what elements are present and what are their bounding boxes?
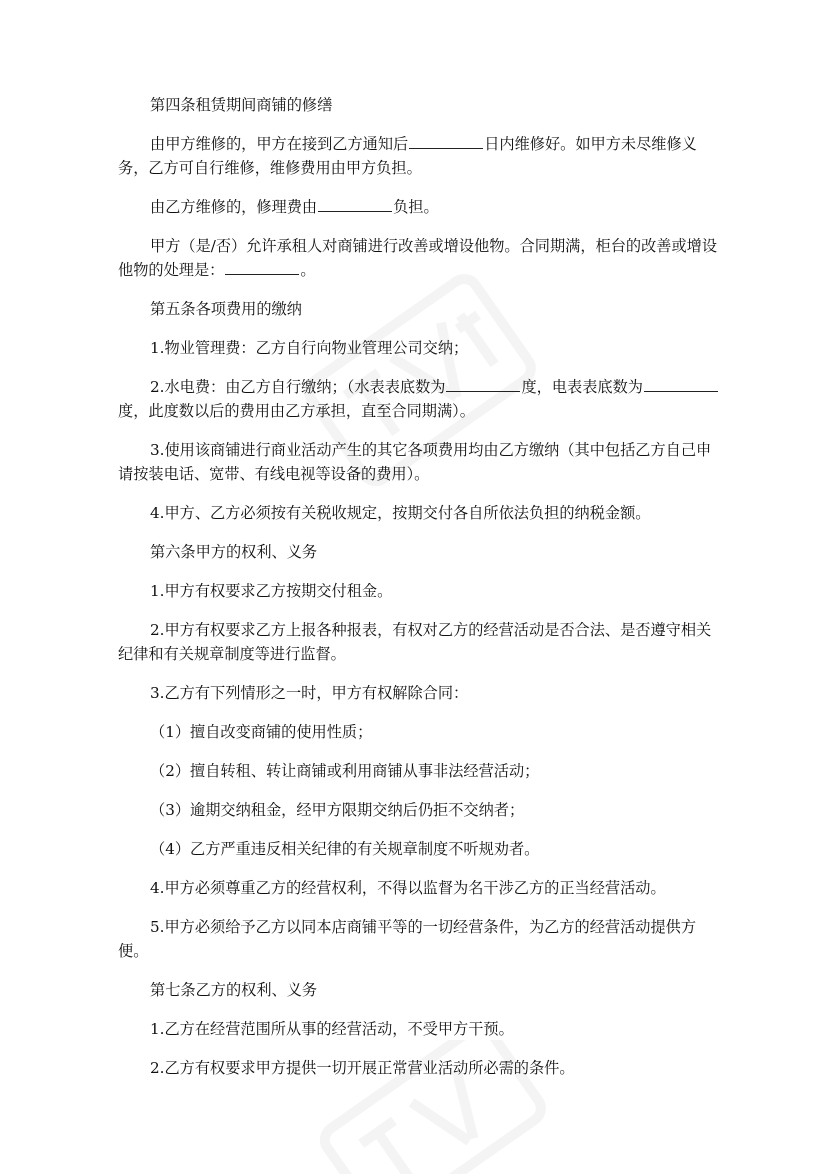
paragraph-art6-p3d (118, 837, 722, 861)
paragraph-art7-p1 (118, 1017, 722, 1041)
paragraph-text: 第六条甲方的权利、义务 (150, 543, 318, 561)
fill-in-blank (446, 376, 520, 392)
paragraph-text: 由乙方维修的，修理费由 (150, 198, 318, 216)
paragraph-art7-title (118, 978, 722, 1002)
paragraph-text: 3.乙方有下列情形之一时，甲方有权解除合同： (150, 684, 469, 702)
paragraph-text: 4.甲方、乙方必须按有关税收规定，按期交付各自所依法负担的纳税金额。 (150, 504, 651, 522)
paragraph-art4-p2 (118, 195, 722, 219)
paragraph-text: 第七条乙方的权利、义务 (150, 981, 318, 999)
paragraph-text: 5.甲方必须给予乙方以同本店商铺平等的一切经营条件，为乙方的经营活动提供方便。 (118, 918, 697, 960)
paragraph-text: （2）擅自转租、转让商铺或利用商铺从事非法经营活动； (150, 762, 540, 780)
paragraph-text: 4.甲方必须尊重乙方的经营权利，不得以监督为名干涉乙方的正当经营活动。 (150, 879, 666, 897)
paragraph-text: 2.甲方有权要求乙方上报各种报表，有权对乙方的经营活动是否合法、是否遵守相关纪律和有关规章制度等进行监督。 (118, 621, 712, 663)
paragraph-art5-p4 (118, 501, 722, 525)
paragraph-art5-title (118, 297, 722, 321)
paragraph-text: 由甲方维修的，甲方在接到乙方通知后 (150, 135, 409, 153)
paragraph-art6-p5 (118, 915, 722, 963)
paragraph-art6-p3b (118, 759, 722, 783)
paragraph-art6-p4 (118, 876, 722, 900)
paragraph-art7-p2 (118, 1056, 722, 1080)
paragraph-art6-title (118, 540, 722, 564)
paragraph-text: （1）擅自改变商铺的使用性质； (150, 723, 373, 741)
paragraph-text: 1.甲方有权要求乙方按期交付租金。 (150, 582, 393, 600)
paragraph-text: 日内维修好。如甲方未尽维修义务，乙方可自行维修，维修费用由甲方负担。 (118, 135, 697, 177)
fill-in-blank (225, 259, 299, 275)
paragraph-art6-p2 (118, 618, 722, 666)
paragraph-text: 2.乙方有权要求甲方提供一切开展正常营业活动所必需的条件。 (150, 1059, 575, 1077)
paragraph-art6-p3 (118, 681, 722, 705)
paragraph-art6-p3a (118, 720, 722, 744)
paragraph-text: 。 (300, 261, 316, 279)
paragraph-text: 第五条各项费用的缴纳 (150, 300, 302, 318)
paragraph-art5-p2 (118, 375, 722, 423)
paragraph-art4-title (118, 93, 722, 117)
document-body (118, 93, 722, 1095)
paragraph-text: 1.物业管理费：乙方自行向物业管理公司交纳； (150, 339, 469, 357)
paragraph-art6-p3c (118, 798, 722, 822)
paragraph-text: （3）逾期交纳租金，经甲方限期交纳后仍拒不交纳者； (150, 801, 525, 819)
paragraph-art5-p3 (118, 438, 722, 486)
paragraph-text: 甲方（是/否）允许承租人对商铺进行改善或增设他物。合同期满，柜台的改善或增设他物的处理是： (118, 237, 718, 279)
paragraph-text: 1.乙方在经营范围所从事的经营活动，不受甲方干预。 (150, 1020, 514, 1038)
fill-in-blank (409, 133, 483, 149)
paragraph-text: 度，电表表底数为 (521, 378, 643, 396)
paragraph-art6-p1 (118, 579, 722, 603)
paragraph-text: 度，此度数以后的费用由乙方承担，直至合同期满）。 (118, 402, 475, 420)
fill-in-blank (644, 376, 718, 392)
paragraph-text: 第四条租赁期间商铺的修缮 (150, 96, 333, 114)
paragraph-art4-p3 (118, 234, 722, 282)
fill-in-blank (318, 196, 392, 212)
paragraph-text: 2.水电费：由乙方自行缴纳；（水表表底数为 (150, 378, 446, 396)
paragraph-art4-p1 (118, 132, 722, 180)
paragraph-art5-p1 (118, 336, 722, 360)
paragraph-text: （4）乙方严重违反相关纪律的有关规章制度不听规劝者。 (150, 840, 540, 858)
paragraph-text: 3.使用该商铺进行商业活动产生的其它各项费用均由乙方缴纳（其中包括乙方自己申请按装电话、宽带、有线电视等设备的费用）。 (118, 441, 712, 483)
paragraph-text: 负担。 (393, 198, 439, 216)
